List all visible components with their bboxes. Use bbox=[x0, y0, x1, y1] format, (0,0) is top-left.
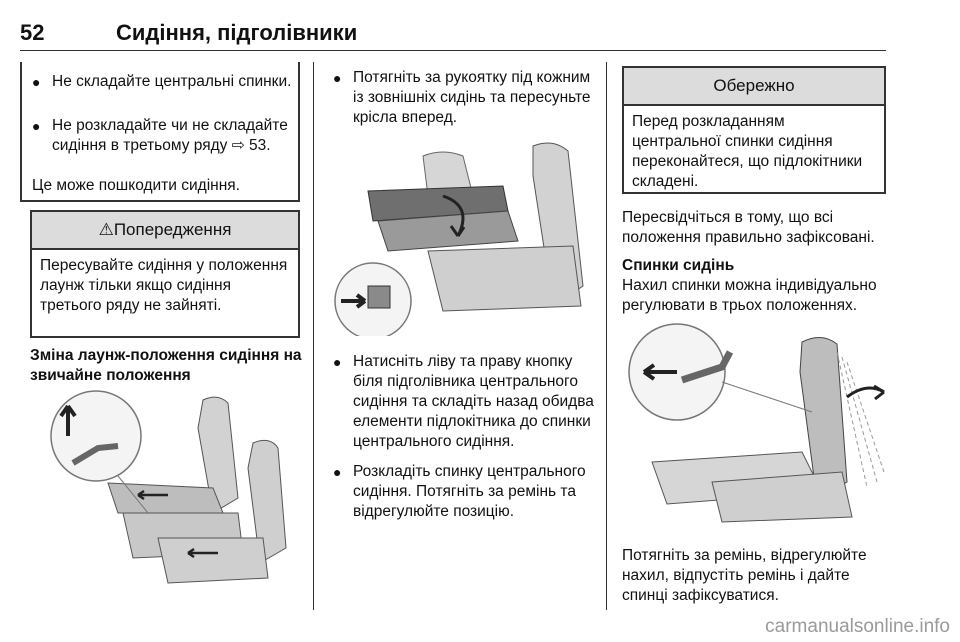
paragraph: Пересвідчіться в тому, що всі положення правильно зафіксовані. bbox=[622, 209, 875, 246]
page-number: 52 bbox=[20, 20, 45, 45]
page-title: Сидіння, підголівники bbox=[116, 20, 358, 45]
paragraph: Нахил спинки можна індивідуально регулювати в трьох положеннях. bbox=[622, 277, 877, 314]
bullet: ● bbox=[333, 354, 342, 370]
bullet: ● bbox=[32, 118, 41, 134]
list-item-text bbox=[52, 116, 297, 156]
column-divider-2 bbox=[606, 62, 607, 610]
seat-illustration-recline bbox=[622, 322, 886, 530]
caution-text: Перед розкладанням центральної спинки сидіння переконайтеся, що підлокітники складені. bbox=[632, 113, 863, 190]
caution-box bbox=[622, 66, 886, 194]
paragraph: Потягніть за ремінь, відрегулюйте нахил, відпустіть ремінь і дайте спинці зафіксуватися. bbox=[622, 547, 867, 604]
warning-title: Попередження bbox=[113, 220, 232, 239]
list-item-text: Не складайте центральні спинки. bbox=[52, 73, 292, 90]
warning-header bbox=[32, 212, 298, 250]
list-item-text-main: Не розкладайте чи не складайте сидіння в третьому ряду bbox=[52, 117, 288, 154]
bullet: ● bbox=[333, 464, 342, 480]
list-item-text: Розкладіть спинку центрального сидіння. Потягніть за ремінь та відрегулюйте позицію. bbox=[353, 463, 586, 520]
section-heading: Зміна лаунж-положення сидіння на звичайне положення bbox=[30, 347, 302, 384]
header-rule bbox=[20, 50, 886, 51]
warning-triangle-icon: ⚠ bbox=[98, 220, 114, 239]
warning-box bbox=[30, 210, 300, 338]
list-item-text: Потягніть за рукоятку під кожним із зовнішніх сидінь та пересуньте крісла вперед. bbox=[353, 69, 591, 126]
seat-drawing bbox=[333, 136, 593, 336]
seat-drawing bbox=[622, 322, 886, 530]
seat-drawing bbox=[38, 388, 300, 594]
reference-arrow-icon: ⇨ bbox=[231, 137, 245, 154]
notice-text: Це може пошкодити сидіння. bbox=[32, 177, 240, 194]
notice-box bbox=[20, 62, 300, 202]
list-item-text: Натисніть ліву та праву кнопку біля підголівника центрального сидіння та складіть назад обидва елементи підлокітника до спинки центрального сидіння. bbox=[353, 353, 594, 450]
page-reference[interactable]: 53. bbox=[249, 137, 271, 154]
seat-illustration-forward bbox=[333, 136, 593, 336]
warning-text: Пересувайте сидіння у положення лаунж тільки якщо сидіння третього ряду не зайняті. bbox=[40, 257, 288, 314]
column-divider-1 bbox=[313, 62, 314, 610]
bullet: ● bbox=[333, 70, 342, 86]
caution-header: Обережно bbox=[624, 68, 884, 106]
bullet: ● bbox=[32, 74, 41, 90]
seat-illustration-lounge bbox=[38, 388, 300, 594]
subheading: Спинки сидінь bbox=[622, 257, 735, 274]
watermark: carmanualsonline.info bbox=[765, 616, 950, 637]
